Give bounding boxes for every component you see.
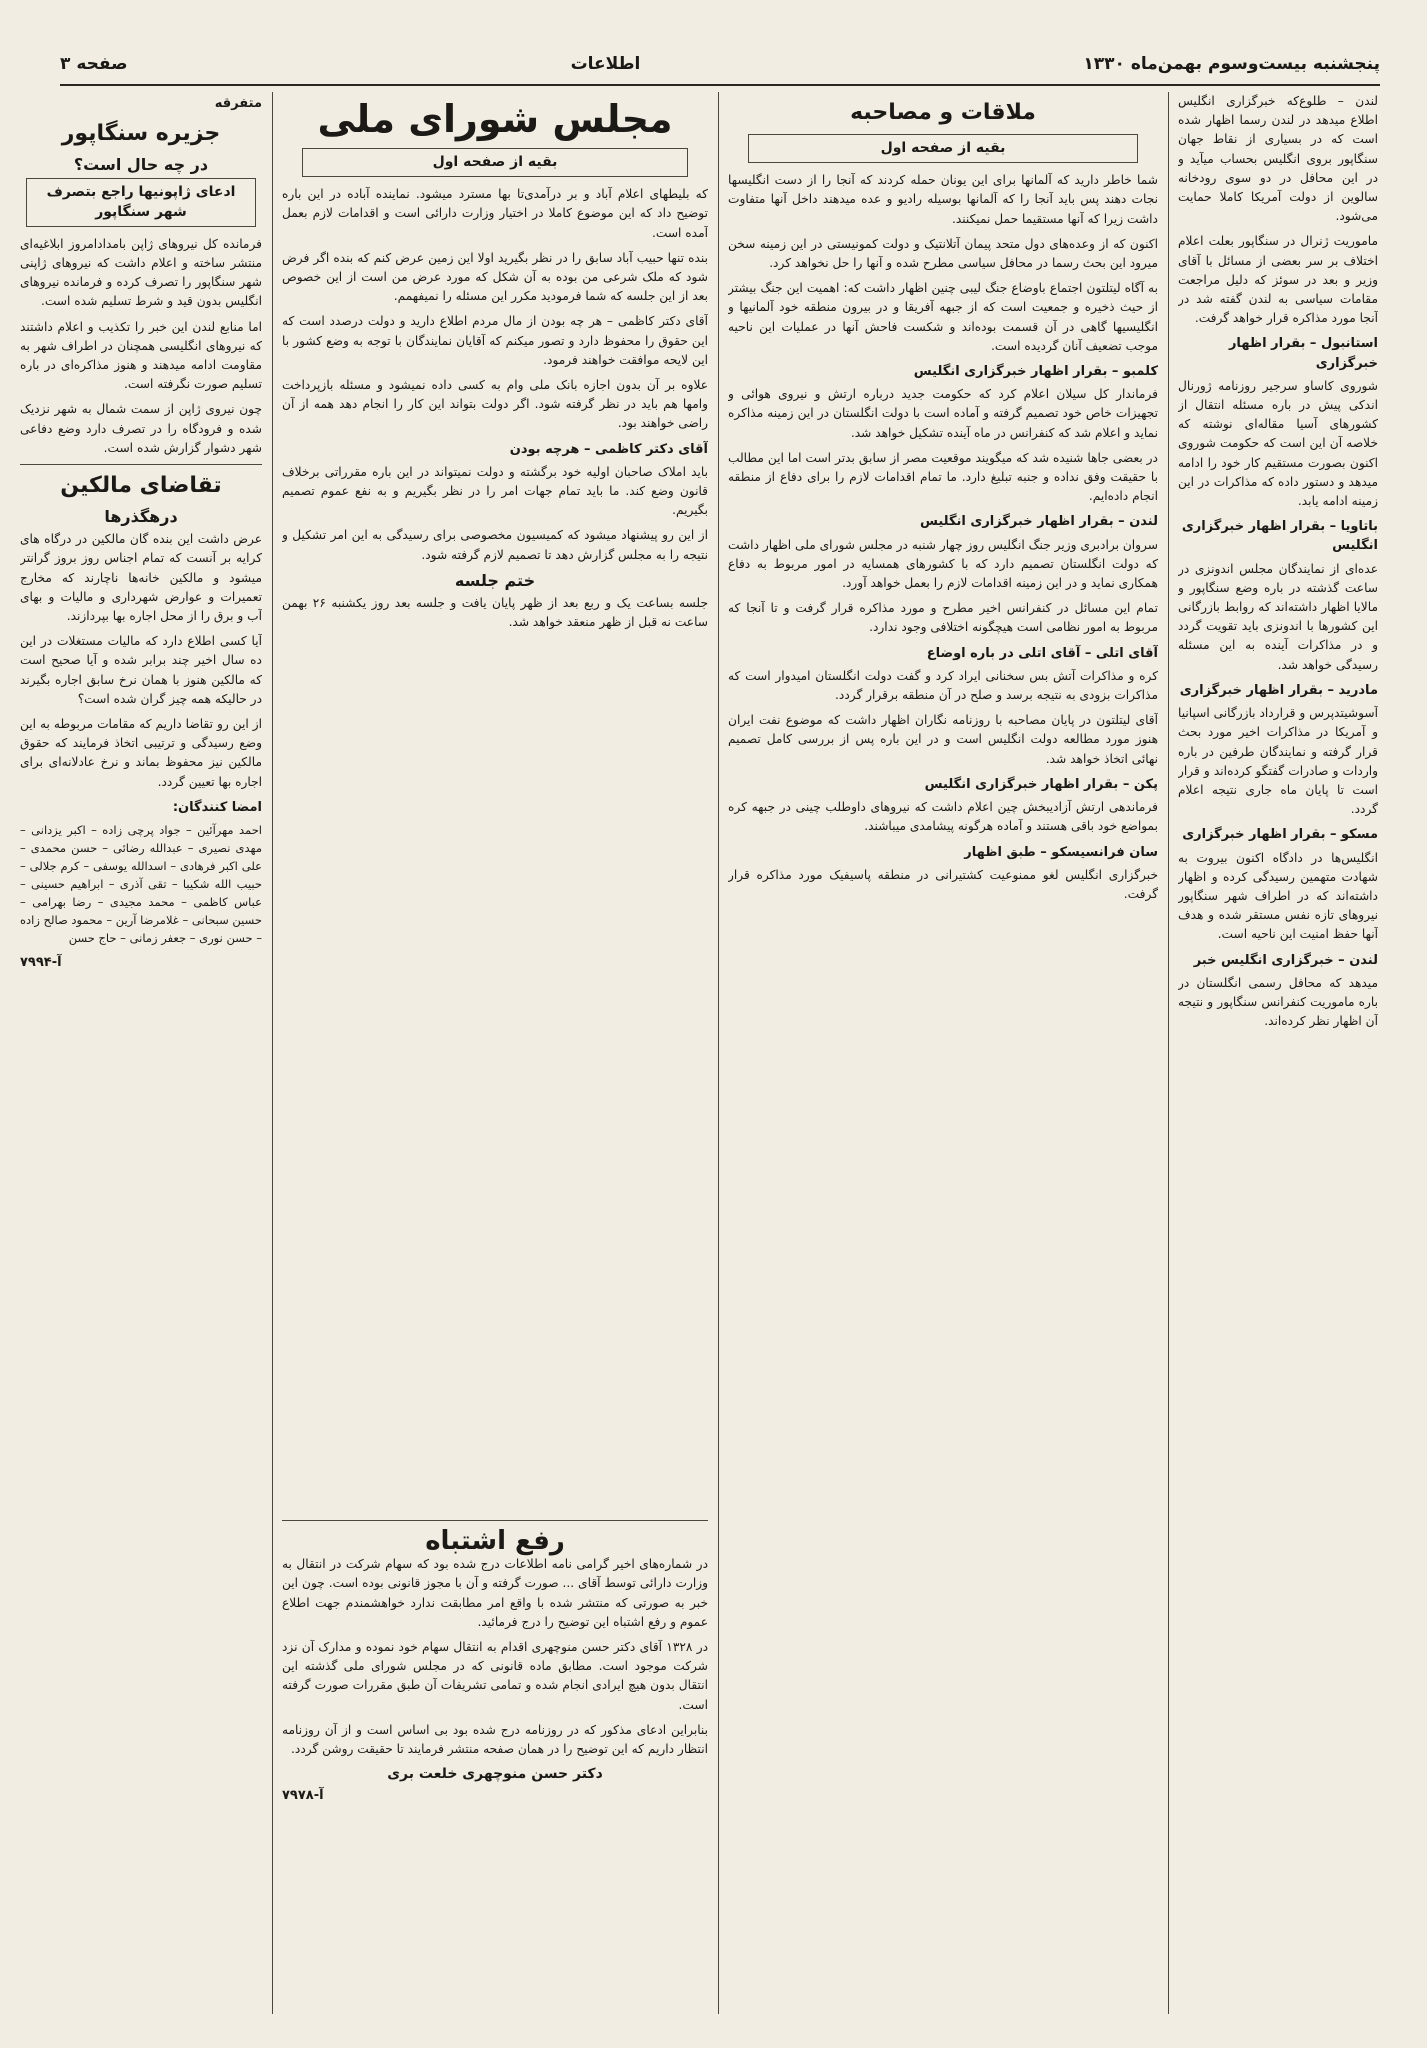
continued-label: بقیه از صفحه اول — [302, 148, 688, 177]
paragraph: در شماره‌های اخیر گرامی نامه اطلاعات درج شده بود که سهام شرکت در انتقال به وزارت دارائی توسط آقای ... صورت گرفته و آن با مجوز قانونی بوده است. چون این خبر به صورتی که منتشر شده با واقع امر مطابقت ندارد خواهشمندم جهت اطلاع عموم و رفع اشتباه این توضیح را درج فرمائید. — [282, 1557, 708, 1629]
dateline: لندن – خبرگزاری انگلیس خبر — [1193, 952, 1378, 968]
session-end-heading: ختم جلسه — [454, 570, 536, 590]
paragraph: بنابراین ادعای مذکور که در روزنامه درج شده بود بی اساس است و از آن روزنامه انتظار داریم که این توضیح را در همان صفحه منتشر فرمایند تا حقیقت روشن گردد. — [282, 1722, 708, 1757]
column-parliament — [282, 92, 708, 1528]
signatories-label: امضا کنندگان: — [172, 799, 262, 815]
dateline: پکن – بقرار اظهار خبرگزاری انگلیس — [924, 776, 1158, 792]
paragraph: آیا کسی اطلاع دارد که مالیات مستغلات در این ده سال اخیر چند برابر شده و آیا صحیح است که مالکین هنوز با همان نرخ سابق اجاره بگیرند در حالیکه همه چیز گران شده است؟ — [20, 634, 262, 706]
article-deck: ادعای ژاپونیها راجع بتصرف شهر سنگاپور — [26, 178, 256, 226]
dateline: باتاویا – بقرار اظهار خبرگزاری انگلیس — [1181, 519, 1378, 554]
section-kicker: متفرقه — [214, 96, 262, 111]
paragraph: در ۱۳۲۸ آقای دکتر حسن منوچهری اقدام به انتقال سهام خود نموده و مدارک آن نزد شرکت موجود است. مطابق ماده قانونی که در مجلس شورای ملی گذشته این انتقال بدون هیچ ایرادی انجام شده و تمامی تشریفات آن طبق مقررات صورت گرفته است. — [282, 1640, 708, 1712]
paragraph: چون نیروی ژاپن از سمت شمال به شهر نزدیک شده و فرودگاه را در تصرف دارد وضع دفاعی شهر دشوار گزارش شده است. — [20, 402, 262, 455]
page-header — [60, 44, 1380, 86]
paragraph: از این رو تقاضا داریم که مقامات مربوطه به این وضع رسیدگی و ترتیبی اتخاذ فرمایند که حقوق مالکین نیز محفوظ بماند و نرخ عادلانه‌ای برای اجاره بها تعیین گردد. — [20, 717, 262, 789]
article-title: تقاضای مالکین — [60, 473, 222, 499]
signatories-list: احمد مهرآئین – جواد پرچی زاده – اکبر یزدانی – مهدی نصیری – عبدالله رضائی – حسن محمدی – علی اکبر فرهادی – اسدالله یوسفی – کرم جلالی – حبیب الله شکیبا – تقی آذری – ابراهیم حسینی – عباس کاظمی – محمد مجیدی – رضا بهرامی – حسین سبحانی – غلامرضا آرین – محمود صالح زاده – حسن نوری – جعفر زمانی – حاج حسن — [20, 823, 262, 946]
section-title: مجلس شورای ملی — [317, 97, 673, 141]
paragraph: سروان برادبری وزیر جنگ انگلیس روز چهار شنبه در مجلس شورای ملی اظهار داشت که دولت انگلستان تصمیم دارد که با کشورهای همسایه در امور مربوط به دفاع همکاری نماید و در این زمینه اقدامات لازم را بعمل خواهد آورد. — [728, 537, 1158, 591]
header-date: پنجشنبه بیست‌وسوم بهمن‌ماه ۱۳۳۰ — [1083, 54, 1380, 74]
ad-code: آ-۷۹۹۴ — [20, 955, 62, 971]
paragraph: آقای دکتر کاظمی – هر چه بودن از مال مردم اطلاع دارید و دولت درصدد است که این حقوق را محفوظ دارد و تصور میکنم که آقایان نمایندگان با توجه به وضع کشور با این لایحه موافقت خواهند فرمود. — [282, 314, 708, 367]
correction-title: رفع اشتباه — [425, 1528, 565, 1556]
paragraph: علاوه بر آن بدون اجازه بانک ملی وام به کسی داده نمیشود و مسئله بازپرداخت وامها هم باید در نظر گرفته شود. اگر دولت بتواند این کار را انجام دهد همه از آن راضی خواهند بود. — [282, 378, 708, 431]
column-miscellaneous — [20, 92, 262, 2018]
column-rule — [718, 92, 719, 2014]
paragraph: به آگاه لیتلتون اجتماع باوضاع جنگ لیبی چنین اظهار داشت که: اهمیت این جنگ بیشتر از حیث ذخیره و جمعیت است که از جبهه آفریقا و در بیرون منطقه خود آلمانیها و انگلیسیها گاهی در آن قسمت بوده‌اند و شکست فاحش آنها در عملیات این ناحیه موجب تضعیف آنان گردیده است. — [728, 281, 1158, 353]
dateline: سان فرانسیسکو – طبق اظهار — [964, 844, 1158, 860]
column-meetings — [728, 92, 1158, 2018]
paragraph: فرماندار کل سیلان اعلام کرد که حکومت جدید درباره ارتش و نیروی هوائی و تجهیزات خاص خود تصمیم گرفته و آماده است با دولت انگلستان در این زمینه مذاکره نماید و اعلام شد که کنفرانس در ماه آینده تشکیل خواهد شد. — [728, 387, 1158, 440]
paragraph: عرض داشت این بنده گان مالکین در درگاه های کرایه بر آنست که تمام اجناس روز بروز گرانتر میشود و مالکین خانه‌ها ناچارند که مخارج تعمیرات و عوارض شهرداری و مالیات و بهای آب و برق را از محل اجاره بها بپردازند. — [20, 532, 262, 624]
speaker-label: آقای دکتر کاظمی – هرچه بودن — [509, 441, 708, 457]
paragraph: جلسه بساعت یک و ربع بعد از ظهر پایان یافت و جلسه بعد روز یکشنبه ۲۶ بهمن ساعت نه قبل از ظهر منعقد خواهد شد. — [282, 596, 708, 630]
paragraph: باید املاک صاحبان اولیه خود برگشته و دولت نمیتواند در این باره مقرراتی برخلاف قانون وضع کند. ما باید تمام جهات امر را در نظر بگیریم و به نفع عموم تصمیم بگیریم. — [282, 464, 708, 518]
column-rule — [1168, 92, 1169, 2014]
paragraph: شما خاطر دارید که آلمانها برای این یونان حمله کردند که آنجا را از دست انگلیسها نجات دهند پس باید آنجا را که آلمانها بوسیله رادیو و عده میدهند داخل آنها متفاوت داشت زیرا که آنها مستقیما حمل نمیکنند. — [728, 173, 1158, 226]
dateline: آقای اتلی – آقای اتلی در باره اوضاع — [926, 645, 1158, 661]
paragraph: ماموریت ژنرال در سنگاپور بعلت اعلام اختلاف بر سر بعضی از مسائل با آقای وزیر و بعد در سوئز که دلیل مراجعت مقامات سیاسی به لندن گفته شد در آنجا مورد مذاکره قرار خواهد گرفت. — [1178, 234, 1378, 326]
continued-label: بقیه از صفحه اول — [748, 134, 1138, 163]
dateline: مسکو – بقرار اظهار خبرگزاری — [1182, 827, 1378, 843]
column-rule — [272, 92, 273, 2014]
paragraph: از این رو پیشنهاد میشود که کمیسیون مخصوصی برای رسیدگی به این امر تشکیل و نتیجه را به مجلس گزارش دهد تا تصمیم لازم گرفته شود. — [282, 528, 708, 562]
header-paper-name: اطلاعات — [570, 54, 641, 74]
paragraph: تمام این مسائل در کنفرانس اخیر مطرح و مورد مذاکره قرار گرفت و تا آنجا که مربوط به امور نظامی است هیچگونه اختلافی وجود ندارد. — [728, 601, 1158, 635]
paragraph: انگلیس‌ها در دادگاه اکنون بیروت به شهادت متهمین رسیدگی کرده و اظهار داشته‌اند که در اطراف شهر سنگاپور نیروهای تازه نفس مستقر شده و هدف آنها حفظ امنیت این ناحیه است. — [1178, 850, 1378, 942]
section-divider — [20, 464, 262, 465]
paragraph: خبرگزاری انگلیس لغو ممنوعیت کشتیرانی در منطقه پاسیفیک مورد مذاکره قرار گرفت. — [728, 867, 1158, 901]
paragraph: عده‌ای از نمایندگان مجلس اندونزی در ساعت گذشته در باره وضع سنگاپور و مالایا اظهار داشته‌اند که روابط بازرگانی این کشورها با اندونزی باید تقویت گردد و در مذاکرات آینده به این مسئله رسیدگی خواهد شد. — [1178, 561, 1378, 672]
paragraph: که بلیطهای اعلام آباد و بر درآمدی‌تا بها مسترد میشود. نماینده آباده در این باره توضیح داد که این موضوع کاملا در اختیار وزارت دارائی است و اقدامات لازم بعمل آمده است. — [282, 187, 708, 240]
signature: دکتر حسن منوچهری خلعت بری — [387, 1766, 603, 1783]
dateline: مادرید – بقرار اظهار خبرگزاری — [1179, 682, 1378, 698]
paragraph: شوروی کاساو سرجیر روزنامه ژورنال اندکی پیش در باره مسئله انتقال از کشورهای آسیا مقاله‌ای نوشته که خلاصه آن این است که حکومت شوروی اکنون بصورت مستقیم کار خود را ادامه میدهد و دستور داده که مذاکرات در این زمینه ادامه یابد. — [1178, 378, 1378, 509]
column-news-wires — [1178, 92, 1378, 2018]
paragraph: آسوشیتدپرس و قرارداد بازرگانی اسپانیا و آمریکا در مذاکرات اخیر مورد بحث قرار گرفته و نمایندگان طرفین در باره واردات و صادرات گفتگو کرده‌اند و قرار است تا پایان ماه جاری نتیجه اعلام گردد. — [1178, 706, 1378, 817]
dateline: کلمبو – بقرار اظهار خبرگزاری انگلیس — [913, 364, 1158, 380]
paragraph: در بعضی جاها شنیده شد که میگویند موقعیت مصر از سابق بدتر است اما این مطالب با حقیقت وفق نداده و جنبه تبلیغ دارد. ما تمام اقدامات لازم را برای دفاع از منطقه انجام داده‌ایم. — [728, 450, 1158, 504]
paragraph: فرمانده کل نیروهای ژاپن بامدادامروز ابلاغیه‌ای منتشر ساخته و اعلام داشت که نیروهای ژاپنی شهر سنگاپور را تصرف کرده و فرمانده نیروهای انگلیس بدون قید و شرط تسلیم شده است. — [20, 236, 262, 309]
dateline: لندن – بقرار اظهار خبرگزاری انگلیس — [920, 514, 1158, 530]
dateline: استانبول – بقرار اظهار خبرگزاری — [1228, 336, 1378, 371]
article-subtitle: در چه حال است؟ — [73, 155, 209, 175]
paragraph: اکنون که از وعده‌های دول متحد پیمان آتلانتیک و دولت کمونیستی در این زمینه سخن میرود این بحث رسما در محافل سیاسی مطرح شده و آنها را حل نخواهد کرد. — [728, 236, 1158, 271]
section-divider — [282, 1520, 708, 1521]
paragraph: اما منابع لندن این خبر را تکذیب و اعلام داشتند که نیروهای انگلیسی همچنان در اطراف شهر به مقاومت ادامه میدهند و هنوز مذاکره‌ای در باره تسلیم صورت نگرفته است. — [20, 319, 262, 392]
article-subtitle: درهگذرها — [104, 507, 178, 527]
section-title: ملاقات و مصاحبه — [850, 100, 1036, 125]
correction-notice — [282, 1528, 708, 2018]
paragraph: لندن – طلوع‌که خبرگزاری انگلیس اطلاع میدهد در لندن رسما اظهار شده است که در بسیاری از نقاط جهان سنگاپور بروی انگلیس بحساب میآید و در این محافل در دو سوی رودخانه سالوین از دولت آمریکا کاملا حمایت می‌شود. — [1178, 94, 1378, 224]
paragraph: کره و مذاکرات آتش بس سخنانی ایراد کرد و گفت دولت انگلستان امیدوار است که مذاکرات بزودی به نتیجه برسد و صلح در آن منطقه برقرار گردد. — [728, 668, 1158, 703]
paragraph: فرماندهی ارتش آزادیبخش چین اعلام داشت که نیروهای داوطلب چینی در جبهه کره بمواضع خود باقی هستند و آماده هرگونه پیشامدی میباشند. — [728, 800, 1158, 834]
paragraph: میدهد که محافل رسمی انگلستان در باره ماموریت کنفرانس سنگاپور و نتیجه آن اظهار نظر کرده‌اند. — [1178, 975, 1378, 1029]
ad-code: آ-۷۹۷۸ — [282, 1788, 324, 1804]
article-title: جزیره سنگاپور — [61, 121, 221, 147]
paragraph: بنده تنها حبیب آباد سابق را در نظر بگیرید اولا این زمین عرض کنم که بنده اگر فرض شود که ملک شرعی من بوده به آن شکل که مورد عرض من است از این خصوص بعد از این جلسه که شما فرمودید مکرر این مسئله را نمیفهمم. — [282, 250, 708, 304]
header-page-number: صفحه ۳ — [60, 54, 128, 74]
paragraph: آقای لیتلتون در پایان مصاحبه با روزنامه نگاران اظهار داشت که موضوع نفت ایران هنوز مورد مطالعه دولت انگلیس است و در این باره پس از بررسی کامل تصمیم نهائی اتخاذ خواهد شد. — [728, 713, 1158, 766]
